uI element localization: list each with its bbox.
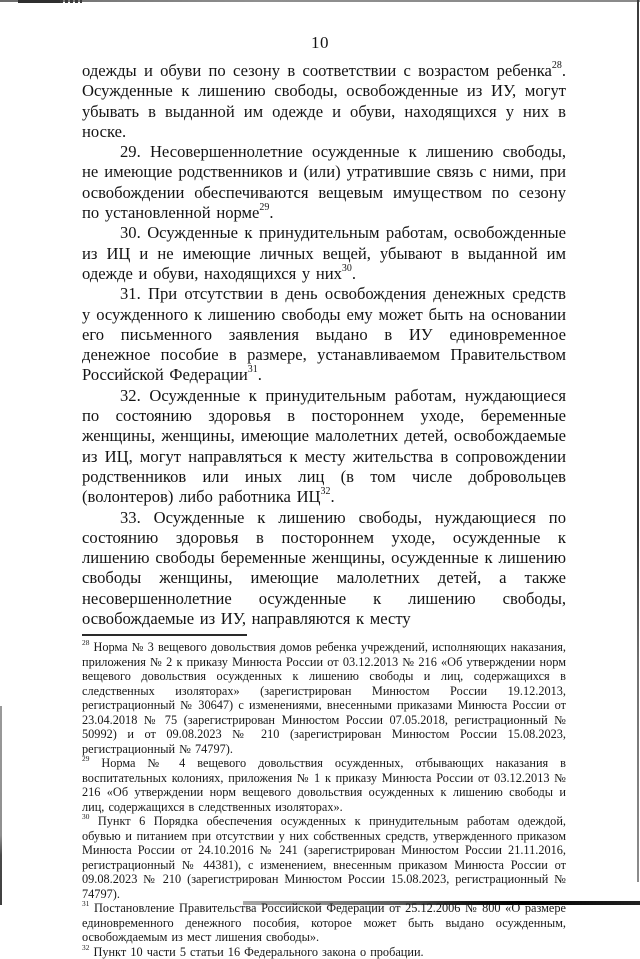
footnote: $^{31}$ Постановление Правительства Российской Федерации от 25.12.2006 № 800 «О размере единовременного денежного пособия, которое может быть выдано осужденным, освобождаемым из мест лишения свободы». [82,899,566,945]
footnote-marker: 31 [82,899,90,909]
footnote-marker: 30 [82,812,90,822]
footnote-reference: 31 [247,364,258,376]
footnote-reference: 32 [320,486,331,498]
footnotes-container [82,640,566,959]
paragraph: 29. Несовершеннолетние осужденные к лишению свободы, не имеющие родственников и (или) утратившие связь с ними, при освобождении обеспечиваются вещевым имуществом по сезону по установленной норме$^{29}$. [82,142,566,223]
footnote-marker: 29 [82,754,90,764]
scan-edge-top-dark-segment [18,0,60,3]
footnote-reference: 28 [551,59,562,71]
paragraphs-container [82,61,566,629]
footnote-marker: 28 [82,638,90,648]
scan-edge-right [637,0,639,882]
paragraph: 31. При отсутствии в день освобождения денежных средств у осужденного к лишению свободы ему может быть на основании его письменного заявления выдано в ИУ единовременное денежное пособие в размере, устанавливаемом Правительством Российской Федерации$^{31}$. [82,284,566,385]
paragraph: 32. Осужденные к принудительным работам, нуждающиеся по состоянию здоровья в постороннем уходе, беременные женщины, женщины, имеющие малолетних детей, освобождаемые из ИЦ, могут направляться к месту жительства в сопровождении родственников или иных лиц (в том числе добровольцев (волонтеров) либо работника ИЦ$^{32}$. [82,385,566,507]
footnote-reference: 30 [341,262,352,274]
scan-edge-top [0,0,640,2]
paragraph: 30. Осужденные к принудительным работам, освобожденные из ИЦ и не имеющие личных вещей, убывают в выданной им одежде и обуви, находящихся у них$^{30}$. [82,223,566,283]
footnote-reference: 29 [259,202,270,214]
footnote: $^{29}$ Норма № 4 вещевого довольствия осужденных, отбывающих наказания в воспитательных колониях, приложения № 1 к приказу Минюста России от 03.12.2013 № 216 «Об утверждении норм вещевого довольствия осужденных к лишению свободы и лиц, содержащихся в следственных изоляторах». [82,754,566,814]
footnote-marker: 32 [82,942,90,952]
document-body [82,61,566,959]
footnote: $^{32}$ Пункт 10 части 5 статьи 16 Федерального закона о пробации. [82,942,424,959]
paragraph: одежды и обуви по сезону в соответствии с возрастом ребенка$^{28}$. Осужденные к лишению свободы, освобожденные из ИУ, могут убывать в выданной им одежде и обуви, находящихся у них в носке. [82,59,566,141]
footnote: $^{30}$ Пункт 6 Порядка обеспечения осужденных к принудительным работам одеждой, обувью и питанием при отсутствии у них собственных средств, утвержденного приказом Минюста России от 24.10.2016 № 241 (зарегистрирован Минюстом России 21.11.2016, регистрационный № 44381), с изменением, внесенным приказом Минюста России от 09.08.2023 № 210 (зарегистрирован Минюстом России 15.08.2023, регистрационный № 74797). [82,812,566,901]
footnote: $^{28}$ Норма № 3 вещевого довольствия домов ребенка учреждений, исполняющих наказания, приложения № 2 к приказу Минюста России от 03.12.2013 № 216 «Об утверждении норм вещевого довольствия осужденных к лишению свободы и лиц, содержащихся в следственных изоляторах» (зарегистрирован Минюстом России 19.12.2013, регистрационный № 30647) с изменениями, внесенными приказами Минюста России от 23.04.2018 № 75 (зарегистрирован Минюстом России 07.05.2018, регистрационный № 50992) и от 09.08.2023 № 210 (зарегистрирован Минюстом России 15.08.2023, регистрационный № 74797). [82,638,566,756]
scan-edge-top-dashes [60,0,82,3]
footnote-separator [82,634,247,636]
scan-edge-left [0,706,2,905]
paragraph: 33. Осужденные к лишению свободы, нуждающиеся по состоянию здоровья в постороннем уходе, осужденные к лишению свободы беременные женщины, осужденные к лишению свободы женщины, имеющие малолетних детей, а также несовершеннолетние осужденные к лишению свободы, освобождаемые из ИУ, направляются к месту [82,507,566,629]
page-number: 10 [311,33,329,52]
